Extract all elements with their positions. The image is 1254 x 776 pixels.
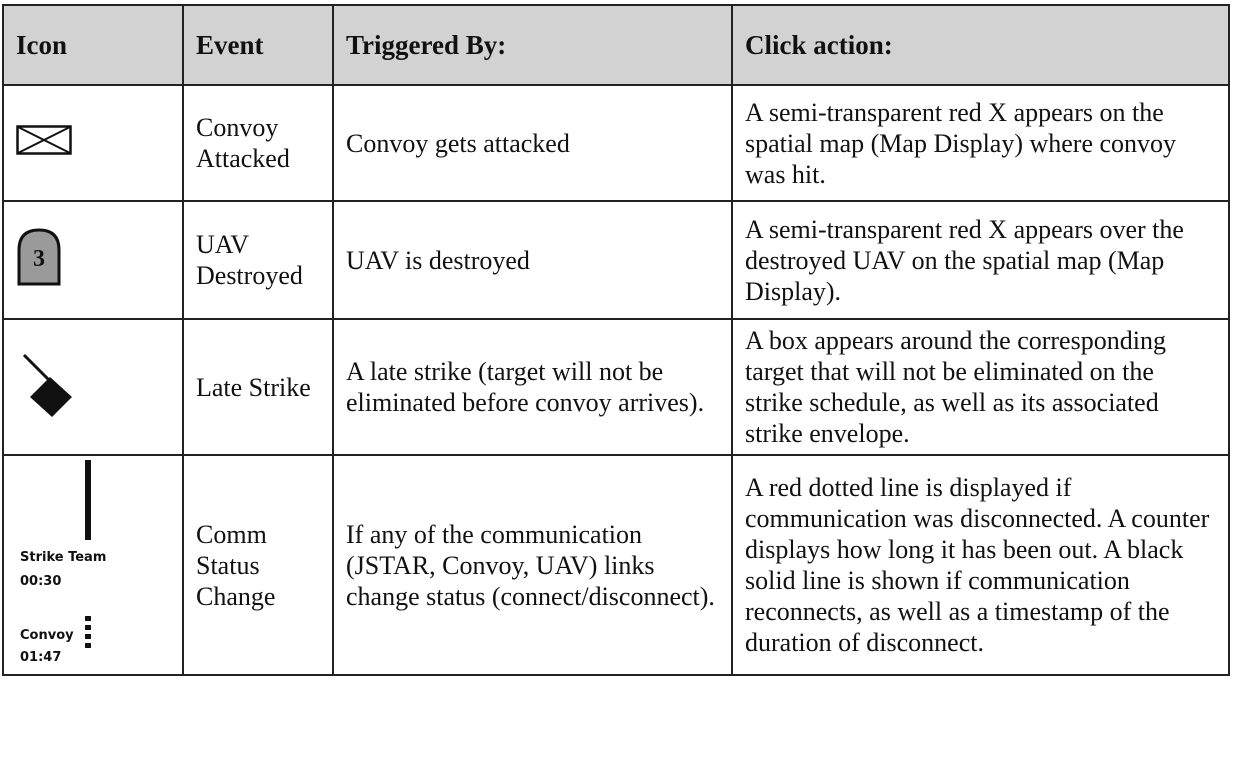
icon-cell <box>3 201 183 319</box>
triggered-by-cell: Convoy gets attacked <box>333 85 732 201</box>
uav-tombstone-icon <box>16 228 62 293</box>
event-cell: UAV Destroyed <box>183 201 333 319</box>
envelope-x-icon <box>16 125 72 162</box>
strike-team-time: 00:30 <box>20 574 62 589</box>
icon-cell <box>3 455 183 675</box>
comm-status-lines-icon <box>16 456 196 674</box>
table-row <box>3 319 1229 455</box>
late-strike-flag-icon <box>16 349 86 426</box>
event-cell: Comm Status Change <box>183 455 333 675</box>
uav-number: 3 <box>33 245 45 272</box>
event-table <box>2 4 1230 676</box>
triggered-by-cell: UAV is destroyed <box>333 201 732 319</box>
header-event: Event <box>183 5 333 85</box>
convoy-label: Convoy <box>20 628 74 643</box>
header-triggered-by: Triggered By: <box>333 5 732 85</box>
click-action-cell: A semi-transparent red X appears on the spatial map (Map Display) where convoy was hit. <box>732 85 1229 201</box>
click-action-cell: A box appears around the corresponding target that will not be eliminated on the strike schedule, as well as its associated strike envelope. <box>732 319 1229 455</box>
icon-cell <box>3 319 183 455</box>
click-action-cell: A semi-transparent red X appears over the destroyed UAV on the spatial map (Map Display). <box>732 201 1229 319</box>
header-row <box>3 5 1229 85</box>
table-row <box>3 455 1229 675</box>
triggered-by-cell: If any of the communication (JSTAR, Convoy, UAV) links change status (connect/disconnect). <box>333 455 732 675</box>
event-cell: Late Strike <box>183 319 333 455</box>
icon-cell <box>3 85 183 201</box>
table-row <box>3 85 1229 201</box>
table-row <box>3 201 1229 319</box>
click-action-cell: A red dotted line is displayed if communication was disconnected. A counter displays how long it has been out. A black solid line is shown if communication reconnects, as well as a timestamp of the duration of disconnect. <box>732 455 1229 675</box>
convoy-time: 01:47 <box>20 650 62 665</box>
header-click-action: Click action: <box>732 5 1229 85</box>
event-cell: Convoy Attacked <box>183 85 333 201</box>
triggered-by-cell: A late strike (target will not be eliminated before convoy arrives). <box>333 319 732 455</box>
header-icon: Icon <box>3 5 183 85</box>
strike-team-label: Strike Team <box>20 550 107 565</box>
